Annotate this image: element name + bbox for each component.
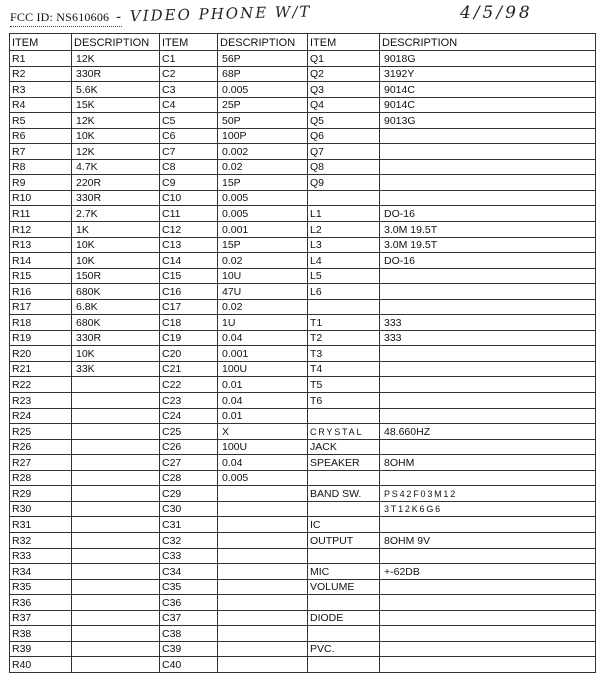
resistor-value: 10K <box>72 237 160 253</box>
capacitor-item: C2 <box>160 66 218 82</box>
misc-item: L4 <box>308 253 380 269</box>
resistor-value: 220R <box>72 175 160 191</box>
capacitor-item: C33 <box>160 548 218 564</box>
capacitor-item: C3 <box>160 82 218 98</box>
resistor-item: R18 <box>10 315 72 331</box>
resistor-item: R8 <box>10 159 72 175</box>
resistor-item: R24 <box>10 408 72 424</box>
resistor-value <box>72 501 160 517</box>
resistor-item: R33 <box>10 548 72 564</box>
misc-value: +-62DB <box>380 564 596 580</box>
table-row <box>10 564 596 580</box>
table-row <box>10 159 596 175</box>
misc-item: T6 <box>308 393 380 409</box>
misc-item: CRYSTAL <box>308 424 380 440</box>
fcc-id-underline <box>10 26 122 27</box>
capacitor-item: C26 <box>160 439 218 455</box>
resistor-value: 2.7K <box>72 206 160 222</box>
resistor-value <box>72 486 160 502</box>
table-row <box>10 113 596 129</box>
misc-item: T5 <box>308 377 380 393</box>
table-body <box>10 51 596 673</box>
resistor-item: R27 <box>10 455 72 471</box>
misc-item: MIC <box>308 564 380 580</box>
capacitor-item: C24 <box>160 408 218 424</box>
capacitor-item: C30 <box>160 501 218 517</box>
resistor-value: 4.7K <box>72 159 160 175</box>
misc-item: T1 <box>308 315 380 331</box>
table-row <box>10 579 596 595</box>
resistor-item: R29 <box>10 486 72 502</box>
table-right-border <box>595 33 596 629</box>
resistor-item: R13 <box>10 237 72 253</box>
resistor-item: R14 <box>10 253 72 269</box>
resistor-item: R31 <box>10 517 72 533</box>
resistor-item: R21 <box>10 361 72 377</box>
resistor-value <box>72 641 160 657</box>
capacitor-item: C13 <box>160 237 218 253</box>
misc-value: 333 <box>380 315 596 331</box>
misc-value <box>380 595 596 611</box>
resistor-value: 10K <box>72 128 160 144</box>
capacitor-value: 0.001 <box>218 222 308 238</box>
capacitor-value: 0.005 <box>218 82 308 98</box>
resistor-value: 330R <box>72 330 160 346</box>
table-row <box>10 66 596 82</box>
capacitor-value: 100U <box>218 361 308 377</box>
table-row <box>10 486 596 502</box>
misc-value <box>380 268 596 284</box>
resistor-item: R39 <box>10 641 72 657</box>
resistor-item: R40 <box>10 657 72 673</box>
capacitor-value: 0.005 <box>218 206 308 222</box>
resistor-value: 5.6K <box>72 82 160 98</box>
table-row <box>10 626 596 642</box>
misc-value <box>380 159 596 175</box>
capacitor-item: C18 <box>160 315 218 331</box>
capacitor-value <box>218 564 308 580</box>
table-row <box>10 610 596 626</box>
misc-value: 3T12K6G6 <box>380 501 596 517</box>
capacitor-value <box>218 486 308 502</box>
misc-value <box>380 128 596 144</box>
capacitor-item: C37 <box>160 610 218 626</box>
resistor-value: 15K <box>72 97 160 113</box>
table-row <box>10 82 596 98</box>
resistor-value <box>72 548 160 564</box>
misc-item <box>308 501 380 517</box>
capacitor-value: 0.04 <box>218 330 308 346</box>
resistor-item: R19 <box>10 330 72 346</box>
resistor-value <box>72 470 160 486</box>
resistor-item: R2 <box>10 66 72 82</box>
misc-item: IC <box>308 517 380 533</box>
resistor-item: R23 <box>10 393 72 409</box>
resistor-item: R34 <box>10 564 72 580</box>
column-header: ITEM <box>160 34 218 51</box>
capacitor-item: C17 <box>160 299 218 315</box>
misc-item: Q9 <box>308 175 380 191</box>
table-row <box>10 657 596 673</box>
resistor-value <box>72 579 160 595</box>
misc-item: BAND SW. <box>308 486 380 502</box>
misc-item: SPEAKER <box>308 455 380 471</box>
capacitor-value: 0.01 <box>218 408 308 424</box>
misc-item: PVC. <box>308 641 380 657</box>
capacitor-item: C19 <box>160 330 218 346</box>
resistor-value <box>72 532 160 548</box>
resistor-item: R28 <box>10 470 72 486</box>
resistor-item: R3 <box>10 82 72 98</box>
table-row <box>10 237 596 253</box>
misc-item <box>308 595 380 611</box>
misc-item: Q2 <box>308 66 380 82</box>
resistor-value: 330R <box>72 190 160 206</box>
capacitor-value: 0.001 <box>218 346 308 362</box>
resistor-value <box>72 439 160 455</box>
capacitor-value: 50P <box>218 113 308 129</box>
resistor-value <box>72 424 160 440</box>
capacitor-item: C25 <box>160 424 218 440</box>
table-row <box>10 315 596 331</box>
fcc-id: FCC ID: NS610606 <box>10 10 110 24</box>
misc-value: 8OHM 9V <box>380 532 596 548</box>
capacitor-value: 100U <box>218 439 308 455</box>
capacitor-value <box>218 517 308 533</box>
resistor-item: R17 <box>10 299 72 315</box>
misc-item: OUTPUT <box>308 532 380 548</box>
misc-value: 3192Y <box>380 66 596 82</box>
capacitor-value: 0.02 <box>218 253 308 269</box>
misc-value <box>380 299 596 315</box>
capacitor-item: C38 <box>160 626 218 642</box>
capacitor-item: C12 <box>160 222 218 238</box>
misc-item: L5 <box>308 268 380 284</box>
resistor-value <box>72 455 160 471</box>
resistor-value: 330R <box>72 66 160 82</box>
misc-value: PS42F03M12 <box>380 486 596 502</box>
misc-value: 9018G <box>380 51 596 67</box>
resistor-value <box>72 657 160 673</box>
resistor-item: R16 <box>10 284 72 300</box>
misc-value <box>380 626 596 642</box>
table-row <box>10 408 596 424</box>
resistor-value <box>72 595 160 611</box>
table-row <box>10 595 596 611</box>
table-row <box>10 222 596 238</box>
resistor-item: R30 <box>10 501 72 517</box>
misc-value <box>380 175 596 191</box>
misc-value <box>380 470 596 486</box>
handwritten-date: 4/5/98 <box>460 3 533 23</box>
capacitor-value: 15P <box>218 175 308 191</box>
capacitor-item: C39 <box>160 641 218 657</box>
handwritten-title: - VIDEO PHONE W/T <box>115 2 312 26</box>
resistor-item: R12 <box>10 222 72 238</box>
misc-value <box>380 610 596 626</box>
capacitor-value: 47U <box>218 284 308 300</box>
table-row <box>10 501 596 517</box>
capacitor-item: C4 <box>160 97 218 113</box>
misc-value: 48.660HZ <box>380 424 596 440</box>
capacitor-value <box>218 626 308 642</box>
capacitor-item: C32 <box>160 532 218 548</box>
misc-value <box>380 657 596 673</box>
capacitor-value: 0.02 <box>218 299 308 315</box>
misc-value: 3.0M 19.5T <box>380 222 596 238</box>
resistor-item: R22 <box>10 377 72 393</box>
resistor-item: R38 <box>10 626 72 642</box>
capacitor-value <box>218 548 308 564</box>
capacitor-value: 68P <box>218 66 308 82</box>
misc-item: Q8 <box>308 159 380 175</box>
misc-value <box>380 346 596 362</box>
misc-item: L3 <box>308 237 380 253</box>
capacitor-value: 10U <box>218 268 308 284</box>
resistor-item: R1 <box>10 51 72 67</box>
resistor-value: 150R <box>72 268 160 284</box>
resistor-value <box>72 517 160 533</box>
table-row <box>10 253 596 269</box>
table-row <box>10 424 596 440</box>
capacitor-item: C35 <box>160 579 218 595</box>
capacitor-item: C22 <box>160 377 218 393</box>
resistor-item: R37 <box>10 610 72 626</box>
resistor-value: 10K <box>72 253 160 269</box>
resistor-value <box>72 626 160 642</box>
column-header: ITEM <box>10 34 72 51</box>
resistor-item: R35 <box>10 579 72 595</box>
capacitor-value <box>218 610 308 626</box>
misc-item: L1 <box>308 206 380 222</box>
misc-value <box>380 144 596 160</box>
table-row <box>10 532 596 548</box>
table-row <box>10 128 596 144</box>
resistor-value <box>72 377 160 393</box>
table-row <box>10 299 596 315</box>
capacitor-item: C6 <box>160 128 218 144</box>
table-row <box>10 346 596 362</box>
misc-item: JACK <box>308 439 380 455</box>
table-row <box>10 470 596 486</box>
misc-value <box>380 377 596 393</box>
misc-item: T3 <box>308 346 380 362</box>
capacitor-item: C34 <box>160 564 218 580</box>
misc-value: 9014C <box>380 97 596 113</box>
resistor-item: R15 <box>10 268 72 284</box>
resistor-item: R26 <box>10 439 72 455</box>
capacitor-value: 0.01 <box>218 377 308 393</box>
misc-item: Q3 <box>308 82 380 98</box>
resistor-value: 1K <box>72 222 160 238</box>
misc-value <box>380 548 596 564</box>
misc-item <box>308 470 380 486</box>
capacitor-item: C11 <box>160 206 218 222</box>
misc-value: 9014C <box>380 82 596 98</box>
capacitor-item: C9 <box>160 175 218 191</box>
capacitor-value: 0.02 <box>218 159 308 175</box>
misc-value <box>380 641 596 657</box>
misc-value: 333 <box>380 330 596 346</box>
capacitor-item: C21 <box>160 361 218 377</box>
misc-value: DO-16 <box>380 253 596 269</box>
misc-value <box>380 579 596 595</box>
capacitor-item: C36 <box>160 595 218 611</box>
misc-value: 8OHM <box>380 455 596 471</box>
misc-item: Q1 <box>308 51 380 67</box>
misc-item: Q7 <box>308 144 380 160</box>
resistor-value: 12K <box>72 51 160 67</box>
misc-value <box>380 439 596 455</box>
capacitor-item: C40 <box>160 657 218 673</box>
resistor-item: R32 <box>10 532 72 548</box>
misc-item: L2 <box>308 222 380 238</box>
resistor-value <box>72 408 160 424</box>
table-row <box>10 284 596 300</box>
resistor-item: R36 <box>10 595 72 611</box>
resistor-value <box>72 393 160 409</box>
table-row <box>10 268 596 284</box>
capacitor-value: 0.002 <box>218 144 308 160</box>
misc-item <box>308 657 380 673</box>
parts-list-table <box>9 33 596 673</box>
table-row <box>10 144 596 160</box>
table-row <box>10 439 596 455</box>
misc-value <box>380 361 596 377</box>
misc-value <box>380 393 596 409</box>
capacitor-value <box>218 641 308 657</box>
capacitor-item: C29 <box>160 486 218 502</box>
misc-item <box>308 626 380 642</box>
table-row <box>10 190 596 206</box>
resistor-item: R6 <box>10 128 72 144</box>
resistor-value: 12K <box>72 113 160 129</box>
capacitor-value: X <box>218 424 308 440</box>
capacitor-value: 15P <box>218 237 308 253</box>
misc-item: DIODE <box>308 610 380 626</box>
capacitor-value <box>218 532 308 548</box>
resistor-value: 680K <box>72 284 160 300</box>
capacitor-item: C20 <box>160 346 218 362</box>
resistor-value: 12K <box>72 144 160 160</box>
misc-item: Q4 <box>308 97 380 113</box>
column-header: DESCRIPTION <box>218 34 308 51</box>
resistor-value: 6.8K <box>72 299 160 315</box>
capacitor-item: C15 <box>160 268 218 284</box>
table-row <box>10 393 596 409</box>
table-row <box>10 51 596 67</box>
capacitor-value <box>218 657 308 673</box>
resistor-value: 10K <box>72 346 160 362</box>
capacitor-item: C23 <box>160 393 218 409</box>
misc-item <box>308 190 380 206</box>
capacitor-value <box>218 501 308 517</box>
capacitor-value: 25P <box>218 97 308 113</box>
resistor-value <box>72 564 160 580</box>
table-row <box>10 641 596 657</box>
misc-item <box>308 408 380 424</box>
capacitor-item: C31 <box>160 517 218 533</box>
table-row <box>10 361 596 377</box>
resistor-item: R25 <box>10 424 72 440</box>
capacitor-item: C16 <box>160 284 218 300</box>
resistor-item: R4 <box>10 97 72 113</box>
table-row <box>10 330 596 346</box>
capacitor-value <box>218 595 308 611</box>
table-row <box>10 175 596 191</box>
capacitor-item: C1 <box>160 51 218 67</box>
misc-item: Q6 <box>308 128 380 144</box>
table-row <box>10 377 596 393</box>
column-header: ITEM <box>308 34 380 51</box>
misc-item <box>308 548 380 564</box>
misc-item <box>308 299 380 315</box>
resistor-item: R11 <box>10 206 72 222</box>
table-row <box>10 97 596 113</box>
misc-item: VOLUME <box>308 579 380 595</box>
resistor-item: R5 <box>10 113 72 129</box>
capacitor-item: C28 <box>160 470 218 486</box>
capacitor-item: C5 <box>160 113 218 129</box>
misc-item: T4 <box>308 361 380 377</box>
resistor-item: R9 <box>10 175 72 191</box>
capacitor-value: 1U <box>218 315 308 331</box>
resistor-item: R10 <box>10 190 72 206</box>
capacitor-item: C8 <box>160 159 218 175</box>
document-header <box>0 0 600 32</box>
misc-item: Q5 <box>308 113 380 129</box>
misc-value <box>380 284 596 300</box>
capacitor-value <box>218 579 308 595</box>
capacitor-value: 0.005 <box>218 470 308 486</box>
misc-value: DO-16 <box>380 206 596 222</box>
table-header-row <box>10 34 596 51</box>
resistor-value <box>72 610 160 626</box>
table-row <box>10 517 596 533</box>
capacitor-value: 0.005 <box>218 190 308 206</box>
capacitor-value: 100P <box>218 128 308 144</box>
capacitor-item: C27 <box>160 455 218 471</box>
capacitor-value: 56P <box>218 51 308 67</box>
resistor-item: R20 <box>10 346 72 362</box>
resistor-value: 680K <box>72 315 160 331</box>
table-row <box>10 455 596 471</box>
capacitor-item: C14 <box>160 253 218 269</box>
capacitor-item: C10 <box>160 190 218 206</box>
table-row <box>10 206 596 222</box>
column-header: DESCRIPTION <box>72 34 160 51</box>
capacitor-value: 0.04 <box>218 455 308 471</box>
capacitor-value: 0.04 <box>218 393 308 409</box>
misc-value <box>380 190 596 206</box>
misc-value: 9013G <box>380 113 596 129</box>
misc-item: L6 <box>308 284 380 300</box>
capacitor-item: C7 <box>160 144 218 160</box>
resistor-value: 33K <box>72 361 160 377</box>
misc-value: 3.0M 19.5T <box>380 237 596 253</box>
table-row <box>10 548 596 564</box>
misc-value <box>380 408 596 424</box>
column-header: DESCRIPTION <box>380 34 596 51</box>
resistor-item: R7 <box>10 144 72 160</box>
misc-value <box>380 517 596 533</box>
misc-item: T2 <box>308 330 380 346</box>
